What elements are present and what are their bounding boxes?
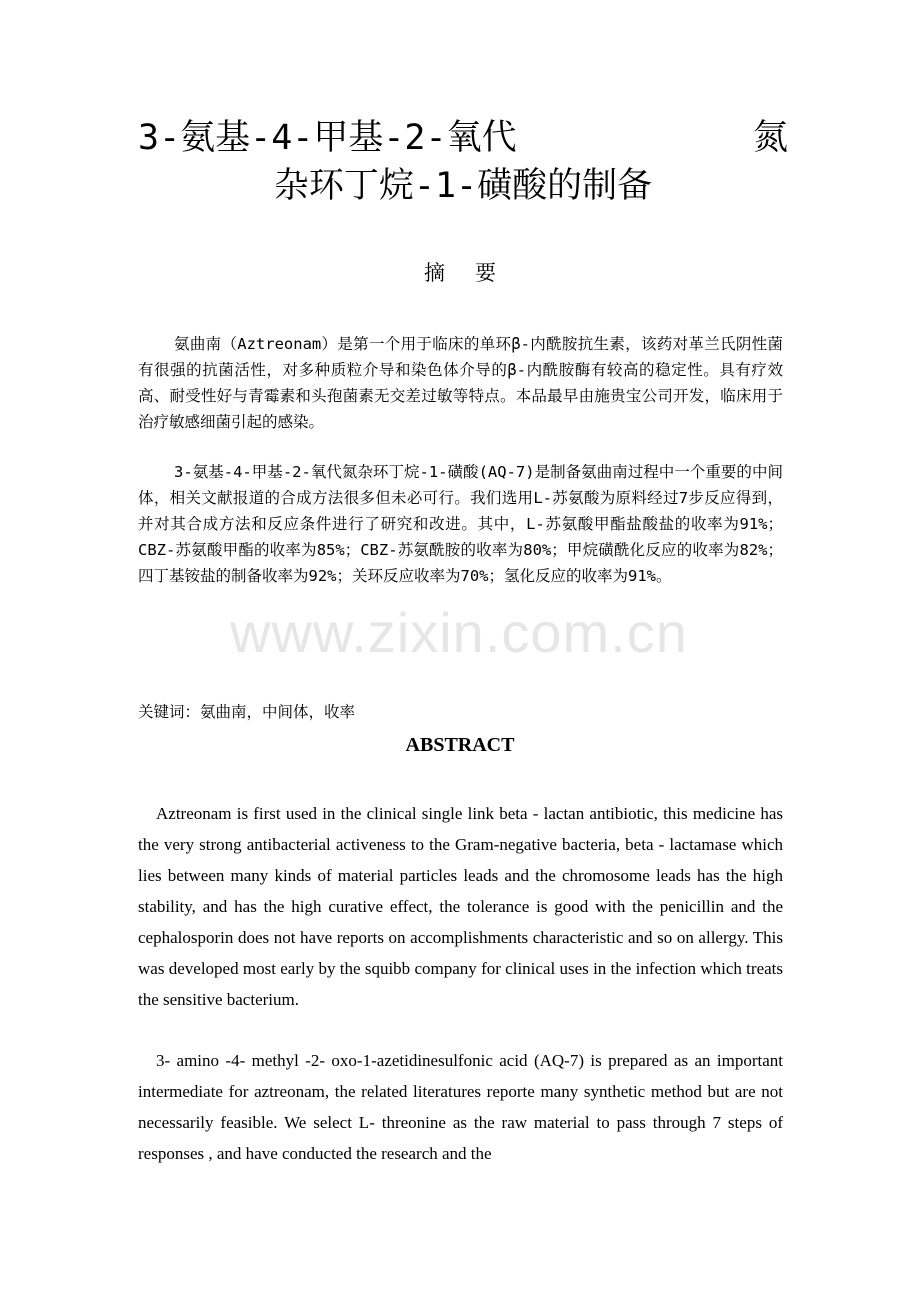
paragraph-text: 氨曲南（Aztreonam）是第一个用于临床的单环β-内酰胺抗生素，该药对革兰氏阴性菌有很强的抗菌活性，对多种质粒介导和染色体介导的β-内酰胺酶有较高的稳定性。具有疗效高、耐受性好与青霉素和头孢菌素无交差过敏等特点。本品最早由施贵宝公司开发，临床用于治疗敏感细菌引起的感染。: [138, 335, 783, 431]
keywords-line: 关键词：氨曲南，中间体，收率: [138, 703, 356, 721]
paragraph-text: Aztreonam is first used in the clinical single link beta - lactan antibiotic, this medicine has the very strong antibacterial activeness to the Gram-negative bacteria, beta - lactamase which lies between many kinds of material particles leads and the chromosome leads has the high stability, and has the high curative effect, the tolerance is good with the penicillin and the cephalosporin does not have reports on accomplishments characteristic and so on allergy. This was developed most early by the squibb company for clinical uses in the infection which treats the sensitive bacterium.: [138, 804, 783, 1009]
paragraph-text: 3- amino -4- methyl -2- oxo-1-azetidinesulfonic acid (AQ-7) is prepared as an important intermediate for aztreonam, the related literatures reporte many synthetic method but are not necessarily feasible. We select L- threonine as the raw material to pass through 7 steps of responses , and have conducted the research and the: [138, 1051, 783, 1163]
english-abstract-paragraph-2: [138, 1045, 783, 1169]
english-abstract-heading: ABSTRACT: [405, 734, 515, 756]
title-part-right: 氮: [752, 118, 788, 158]
title-part-left: 3-氨基-4-甲基-2-氧代: [138, 118, 517, 158]
title-line-2: 杂环丁烷-1-磺酸的制备: [273, 166, 653, 206]
chinese-abstract-paragraph-1: [138, 331, 783, 435]
english-abstract-paragraph-1: [138, 798, 783, 1015]
chinese-abstract-heading: 摘要: [424, 261, 526, 285]
paragraph-text: 3-氨基-4-甲基-2-氧代氮杂环丁烷-1-磺酸(AQ-7)是制备氨曲南过程中一个重要的中间体，相关文献报道的合成方法很多但未必可行。我们选用L-苏氨酸为原料经过7步反应得到，并对其合成方法和反应条件进行了研究和改进。其中，L-苏氨酸甲酯盐酸盐的收率为91%；CBZ-苏氨酸甲酯的收率为85%；CBZ-苏氨酰胺的收率为80%；甲烷磺酰化反应的收率为82%；四丁基铵盐的制备收率为92%；关环反应收率为70%；氢化反应的收率为91%。: [138, 463, 783, 585]
watermark: www.zixin.com.cn: [230, 601, 688, 664]
chinese-abstract-paragraph-2: [138, 459, 783, 589]
